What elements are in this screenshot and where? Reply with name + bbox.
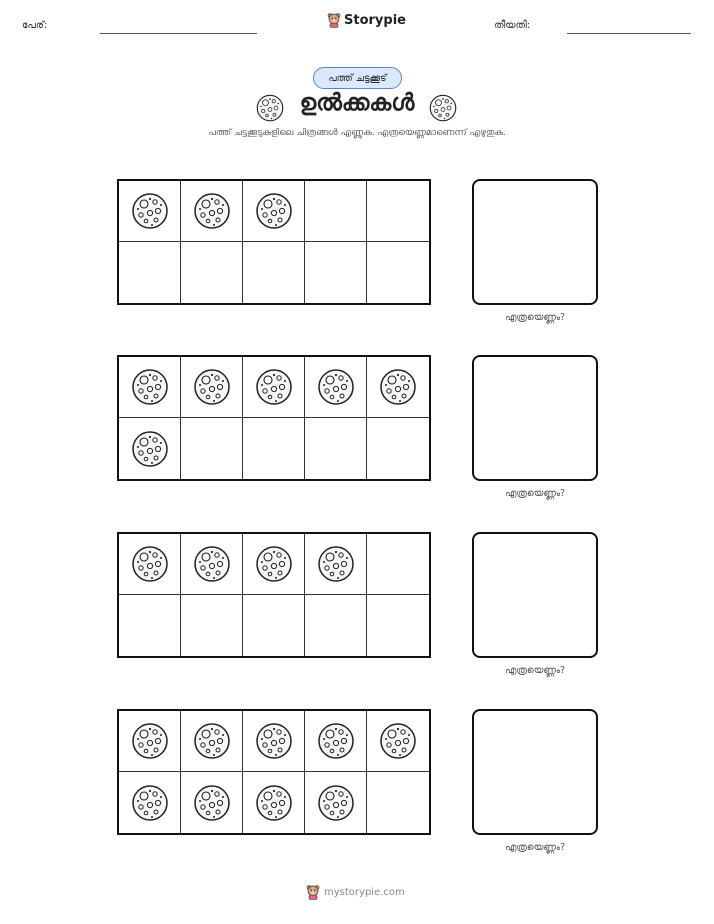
meteor-icon xyxy=(378,367,418,407)
ten-frame-cell xyxy=(367,242,429,303)
ten-frame-cell xyxy=(305,711,367,772)
instructions: പത്ത് ചട്ടക്കൂടുകളിലെ ചിത്രങ്ങൾ എണ്ണുക. എത്രയെണ്ണമാണെന്ന് എഴുതുക. xyxy=(208,128,506,138)
ten-frame xyxy=(117,532,431,658)
footer-url[interactable]: mystorypie.com xyxy=(324,886,405,898)
name-label: പേര്: xyxy=(22,20,48,31)
ten-frame-cell xyxy=(243,711,305,772)
meteor-icon xyxy=(316,544,356,584)
answer-box[interactable] xyxy=(472,709,598,835)
ten-frame-cell xyxy=(243,418,305,479)
meteor-icon xyxy=(254,544,294,584)
ten-frame-cell xyxy=(367,181,429,242)
ten-frame-cell xyxy=(119,772,181,833)
ten-frame-cell xyxy=(119,242,181,303)
answer-box[interactable] xyxy=(472,532,598,658)
ten-frame-cell xyxy=(181,595,243,656)
meteor-icon xyxy=(130,367,170,407)
bear-mascot-icon xyxy=(327,12,341,28)
brand-name: Storypie xyxy=(344,12,406,28)
ten-frame-cell xyxy=(243,242,305,303)
worksheet-type-badge: പത്ത് ചട്ടക്കൂട് xyxy=(313,67,402,89)
answer-box[interactable] xyxy=(472,179,598,305)
ten-frame-cell xyxy=(305,534,367,595)
how-many-label: എത്രയെണ്ണം? xyxy=(504,312,566,323)
meteor-icon xyxy=(316,367,356,407)
meteor-icon xyxy=(192,783,232,823)
bear-mascot-icon xyxy=(306,884,320,900)
ten-frame-cell xyxy=(305,181,367,242)
meteor-icon xyxy=(130,429,170,469)
ten-frame xyxy=(117,355,431,481)
ten-frame-cell xyxy=(367,357,429,418)
how-many-label: എത്രയെണ്ണം? xyxy=(504,665,566,676)
ten-frame-cell xyxy=(305,595,367,656)
ten-frame-cell xyxy=(243,181,305,242)
ten-frame-cell xyxy=(181,711,243,772)
ten-frame-cell xyxy=(367,418,429,479)
meteor-icon xyxy=(130,191,170,231)
ten-frame-cell xyxy=(181,181,243,242)
meteor-icon xyxy=(378,721,418,761)
ten-frame-cell xyxy=(119,357,181,418)
meteor-icon xyxy=(316,783,356,823)
brand-logo xyxy=(327,12,406,28)
ten-frame-cell xyxy=(305,772,367,833)
ten-frame-cell xyxy=(119,418,181,479)
meteor-icon xyxy=(192,191,232,231)
ten-frame-cell xyxy=(367,534,429,595)
ten-frame-cell xyxy=(181,242,243,303)
meteor-icon xyxy=(192,367,232,407)
ten-frame xyxy=(117,179,431,305)
ten-frame-cell xyxy=(367,772,429,833)
ten-frame-cell xyxy=(181,357,243,418)
date-label: തീയതി: xyxy=(494,20,531,31)
ten-frame-cell xyxy=(243,534,305,595)
ten-frame-cell xyxy=(305,242,367,303)
meteor-icon xyxy=(428,93,458,123)
meteor-icon xyxy=(254,783,294,823)
ten-frame-cell xyxy=(367,711,429,772)
ten-frame-cell xyxy=(119,711,181,772)
ten-frame-cell xyxy=(243,595,305,656)
meteor-icon xyxy=(130,721,170,761)
ten-frame-cell xyxy=(181,772,243,833)
meteor-icon xyxy=(192,721,232,761)
ten-frame-cell xyxy=(181,418,243,479)
meteor-icon xyxy=(254,191,294,231)
footer xyxy=(306,884,405,900)
ten-frame-cell xyxy=(119,595,181,656)
meteor-icon xyxy=(192,544,232,584)
ten-frame-cell xyxy=(305,418,367,479)
name-line[interactable] xyxy=(100,33,257,34)
meteor-icon xyxy=(254,721,294,761)
ten-frame-cell xyxy=(119,181,181,242)
ten-frame-cell xyxy=(367,595,429,656)
meteor-icon xyxy=(254,367,294,407)
ten-frame-cell xyxy=(243,357,305,418)
ten-frame-cell xyxy=(243,772,305,833)
meteor-icon xyxy=(130,544,170,584)
ten-frame-cell xyxy=(181,534,243,595)
how-many-label: എത്രയെണ്ണം? xyxy=(504,488,566,499)
ten-frame-cell xyxy=(119,534,181,595)
ten-frame-cell xyxy=(305,357,367,418)
meteor-icon xyxy=(130,783,170,823)
meteor-icon xyxy=(316,721,356,761)
date-line[interactable] xyxy=(567,33,691,34)
ten-frame xyxy=(117,709,431,835)
how-many-label: എത്രയെണ്ണം? xyxy=(504,842,566,853)
answer-box[interactable] xyxy=(472,355,598,481)
page-title: ഉൽക്കകൾ xyxy=(299,90,415,116)
